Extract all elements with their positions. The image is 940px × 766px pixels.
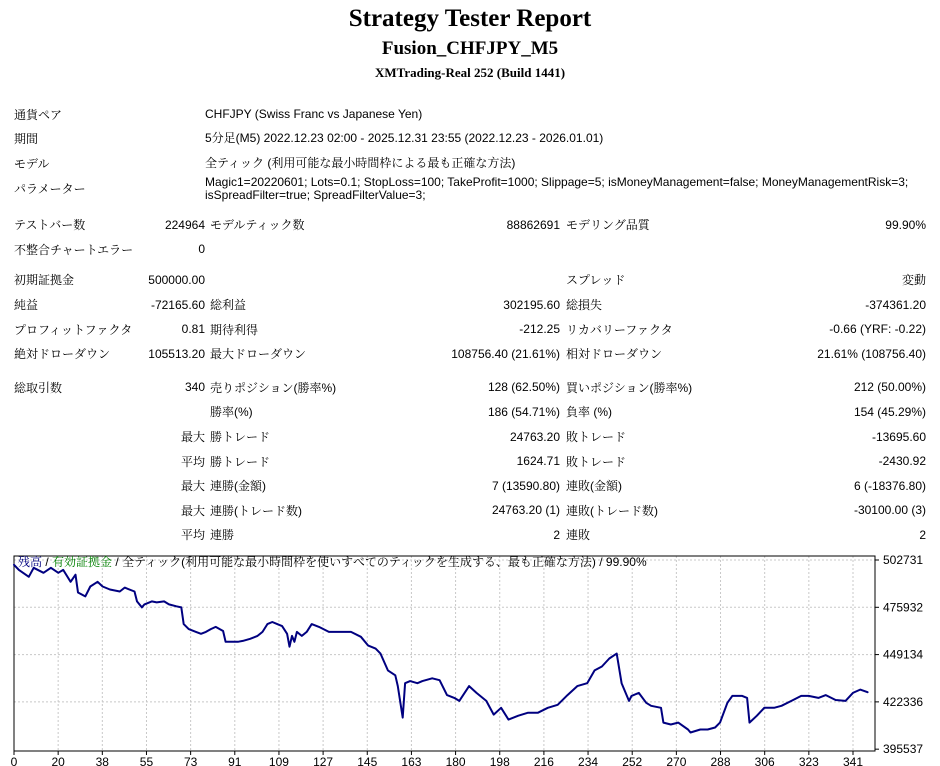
- stat-row: [0, 213, 940, 238]
- stat-label: 連敗: [566, 528, 591, 543]
- info-label: モデル: [14, 156, 50, 171]
- stat-label: 連勝: [210, 528, 235, 543]
- info-label: パラメーター: [14, 182, 86, 196]
- report-table: [0, 102, 940, 547]
- stat-value: 0.81: [181, 322, 205, 337]
- stat-row: [0, 523, 940, 548]
- stat-value: 212 (50.00%): [853, 380, 926, 395]
- chart-x-tick-label: 55: [139, 755, 154, 766]
- chart-x-tick-label: 216: [533, 755, 554, 766]
- chart-x-tick-label: 341: [842, 755, 864, 766]
- stat-label: 相対ドローダウン: [566, 347, 663, 362]
- strategy-name: Fusion_CHFJPY_M5: [381, 38, 559, 59]
- legend-balance-label: 残高: [18, 555, 43, 569]
- stat-value: 500000.00: [148, 272, 205, 287]
- stat-row: [0, 341, 940, 366]
- legend-quality: 99.90%: [605, 555, 647, 569]
- stat-value: 0: [198, 242, 205, 257]
- stat-row: [0, 400, 940, 425]
- info-value: 5分足(M5) 2022.12.23 02:00 - 2025.12.31 23:55 (2022.12.23 - 2026.01.01): [205, 131, 604, 146]
- stat-label: 連敗(金額): [566, 479, 622, 494]
- stat-value: 108756.40 (21.61%): [451, 346, 560, 361]
- chart-x-tick-label: 145: [357, 755, 378, 766]
- stat-row: [0, 237, 940, 262]
- stat-value: -374361.20: [865, 297, 926, 312]
- chart-x-tick-label: 234: [578, 755, 599, 766]
- chart-y-tick-label: 395537: [883, 742, 924, 757]
- stat-row: [0, 473, 940, 498]
- stat-row: [0, 292, 940, 317]
- chart-x-tick-label: 0: [10, 755, 18, 766]
- info-row: [0, 127, 940, 152]
- legend-separator: /: [595, 555, 606, 569]
- stat-value: -13695.60: [871, 429, 926, 444]
- stat-value: 24763.20 (1): [491, 503, 560, 518]
- info-row: [0, 102, 940, 127]
- info-row: [0, 176, 940, 202]
- stat-label: 総損失: [566, 298, 603, 313]
- chart-x-tick-label: 270: [666, 755, 687, 766]
- equity-curve: [14, 565, 868, 733]
- chart-legend: [18, 553, 647, 570]
- stat-label: モデリング品質: [566, 218, 650, 233]
- chart-x-tick-label: 127: [313, 755, 334, 766]
- stat-value: 105513.20: [148, 346, 205, 361]
- info-row: [0, 151, 940, 176]
- stat-label: モデルティック数: [210, 218, 305, 233]
- stat-value: 平均: [180, 454, 205, 469]
- stat-label: 売りポジション(勝率%): [210, 380, 337, 395]
- stat-label: 敗トレード: [566, 430, 627, 445]
- stat-label: 連敗(トレード数): [566, 503, 658, 518]
- stat-label: 初期証拠金: [14, 273, 75, 288]
- stat-value: 99.90%: [885, 217, 926, 232]
- stat-label: 勝トレード: [210, 454, 271, 469]
- stat-row: [0, 498, 940, 523]
- legend-separator: /: [112, 555, 123, 569]
- stat-value: 2: [919, 527, 926, 542]
- stat-section: [0, 268, 940, 366]
- chart-x-tick-label: 288: [710, 755, 731, 766]
- info-value: 全ティック (利用可能な最小時間枠による最も正確な方法): [205, 155, 516, 170]
- stat-value: 1624.71: [516, 454, 560, 469]
- chart-x-tick-label: 109: [268, 755, 289, 766]
- strategy-tester-title: Strategy Tester Report: [348, 5, 592, 32]
- stat-value: 24763.20: [509, 429, 560, 444]
- stat-value: 7 (13590.80): [491, 478, 560, 493]
- stat-value: -2430.92: [878, 454, 926, 469]
- stat-value: 最大: [180, 430, 205, 445]
- chart-x-tick-label: 73: [183, 755, 198, 766]
- stat-label: プロフィットファクタ: [14, 322, 133, 337]
- info-value: CHFJPY (Swiss Franc vs Japanese Yen): [205, 106, 423, 121]
- stat-label: スプレッド: [566, 273, 626, 288]
- stat-row: [0, 424, 940, 449]
- stat-label: 最大ドローダウン: [210, 347, 307, 362]
- stat-label: テストバー数: [14, 218, 86, 233]
- equity-chart-canvas: [0, 549, 940, 766]
- stat-value: -72165.60: [150, 297, 205, 312]
- info-value: Magic1=20220601; Lots=0.1; StopLoss=100; TakeProfit=1000; Slippage=5; isMoneyManagement=false; MoneyManagementRisk=3; isSpreadFilter=true; SpreadFilterValue=3;: [205, 174, 909, 202]
- legend-equity-label: 有効証拠金: [52, 555, 113, 569]
- stat-label: 連勝(トレード数): [210, 503, 302, 518]
- stat-label: 負率 (%): [566, 405, 612, 420]
- equity-chart: [0, 549, 940, 766]
- stat-row: [0, 268, 940, 293]
- chart-x-tick-label: 180: [445, 755, 466, 766]
- chart-y-tick-label: 422336: [883, 694, 924, 709]
- stat-value: -0.66 (YRF: -0.22): [829, 322, 926, 337]
- stat-section: [0, 375, 940, 547]
- stat-value: 340: [184, 380, 205, 395]
- stat-label: 勝トレード: [210, 430, 271, 445]
- stat-label: 勝率(%): [210, 405, 253, 420]
- stat-value: 154 (45.29%): [853, 404, 926, 419]
- info-label: 通貨ペア: [14, 107, 63, 122]
- stat-label: 敗トレード: [566, 454, 627, 469]
- chart-x-tick-label: 163: [401, 755, 422, 766]
- server-build: XMTrading-Real 252 (Build 1441): [374, 65, 566, 80]
- legend-model-label: 全ティック(利用可能な最小時間枠を使いすべてのティックを生成する、最も正確な方法): [122, 555, 596, 569]
- stat-label: 期待利得: [210, 322, 259, 337]
- stat-row: [0, 317, 940, 342]
- stat-value: 最大: [180, 503, 205, 518]
- stat-value: -30100.00 (3): [853, 503, 926, 518]
- chart-frame: [14, 556, 875, 751]
- stat-label: 買いポジション(勝率%): [566, 380, 693, 395]
- stat-label: 総取引数: [14, 380, 63, 395]
- stat-value: 224964: [164, 217, 205, 232]
- info-label: 期間: [14, 132, 39, 147]
- stat-label: 絶対ドローダウン: [14, 347, 111, 362]
- stat-value: 6 (-18376.80): [853, 478, 926, 493]
- stat-label: 純益: [14, 298, 39, 313]
- chart-x-tick-label: 323: [798, 755, 819, 766]
- stat-row: [0, 375, 940, 400]
- stat-value: 302195.60: [503, 297, 560, 312]
- chart-x-tick-label: 306: [754, 755, 775, 766]
- stat-value: 平均: [180, 528, 205, 543]
- stat-value: 128 (62.50%): [487, 380, 560, 395]
- chart-y-tick-label: 502731: [883, 553, 924, 568]
- chart-x-tick-label: 252: [622, 755, 643, 766]
- chart-x-tick-label: 91: [228, 755, 242, 766]
- stat-label: 不整合チャートエラー: [14, 242, 134, 257]
- chart-y-tick-label: 475932: [883, 600, 924, 615]
- stat-label: 総利益: [210, 298, 247, 313]
- stat-value: -212.25: [519, 322, 560, 337]
- chart-x-tick-label: 38: [95, 755, 109, 766]
- stat-value: 186 (54.71%): [487, 404, 560, 419]
- stat-section: [0, 213, 940, 262]
- chart-x-tick-label: 198: [489, 755, 510, 766]
- legend-separator: /: [42, 555, 53, 569]
- stat-value: 最大: [180, 479, 205, 494]
- chart-y-tick-label: 449134: [883, 647, 924, 662]
- stat-value: 変動: [901, 273, 926, 288]
- stat-row: [0, 449, 940, 474]
- stat-value: 88862691: [506, 217, 560, 232]
- stat-value: 2: [553, 527, 560, 542]
- stat-label: リカバリーファクタ: [566, 322, 673, 337]
- chart-x-tick-label: 20: [51, 755, 65, 766]
- stat-label: 連勝(金額): [210, 479, 266, 494]
- stat-value: 21.61% (108756.40): [817, 346, 926, 361]
